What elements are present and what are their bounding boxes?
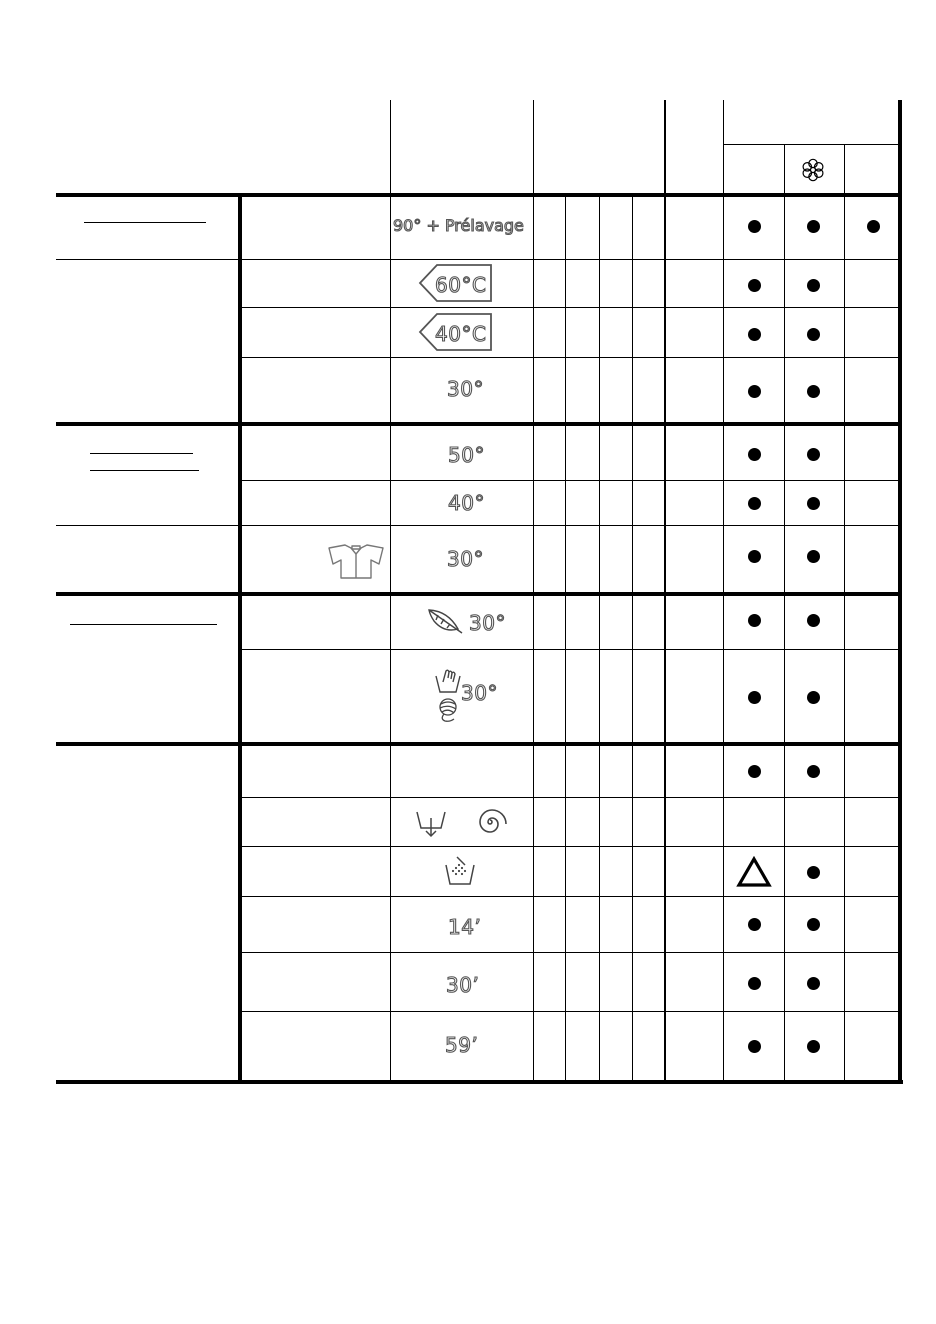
col-line xyxy=(844,144,845,1083)
indicator-dot xyxy=(807,448,820,461)
row-line xyxy=(240,797,900,798)
indicator-dot xyxy=(807,691,820,704)
header-divider xyxy=(56,193,900,197)
wool-ball-icon xyxy=(436,695,462,723)
row-line xyxy=(240,846,900,847)
hand-wash-basin-icon xyxy=(434,668,462,694)
indicator-dot xyxy=(748,691,761,704)
indicator-dot xyxy=(807,220,820,233)
indicator-dot xyxy=(748,328,761,341)
program-label: 14’ xyxy=(448,915,482,939)
indicator-dot xyxy=(748,220,761,233)
row-line xyxy=(56,525,900,526)
indicator-dot xyxy=(748,550,761,563)
indicator-dot xyxy=(807,614,820,627)
triangle-icon xyxy=(736,856,772,888)
group-divider xyxy=(56,742,900,746)
indicator-dot xyxy=(748,497,761,510)
row-line xyxy=(240,952,900,953)
program-label: 50° xyxy=(448,443,485,467)
col-line xyxy=(533,100,534,1083)
rinse-shower-basin-icon xyxy=(443,853,477,887)
indicator-dot xyxy=(748,765,761,778)
col-line xyxy=(723,100,724,1083)
program-label: 60°C xyxy=(435,273,487,297)
program-label: 30° xyxy=(447,547,484,571)
col-line xyxy=(238,195,242,1083)
indicator-dot xyxy=(807,1040,820,1053)
program-label: 40°C xyxy=(435,322,487,346)
indicator-dot xyxy=(867,220,880,233)
program-label: 40° xyxy=(448,491,485,515)
row-line xyxy=(240,1011,900,1012)
table-bottom xyxy=(56,1080,903,1084)
indicator-dot xyxy=(807,977,820,990)
drain-basin-icon xyxy=(415,808,447,838)
spin-spiral-icon xyxy=(473,805,507,839)
col-line xyxy=(390,100,391,1083)
feather-icon xyxy=(426,607,466,635)
flower-icon xyxy=(801,157,825,183)
indicator-dot xyxy=(807,550,820,563)
indicator-dot xyxy=(748,1040,761,1053)
indicator-dot xyxy=(807,866,820,879)
label-underline xyxy=(84,222,206,223)
indicator-dot xyxy=(807,385,820,398)
col-line xyxy=(632,195,633,1083)
indicator-dot xyxy=(748,977,761,990)
indicator-dot xyxy=(748,385,761,398)
indicator-dot xyxy=(748,448,761,461)
group-divider xyxy=(56,422,900,426)
program-label: 59’ xyxy=(445,1033,479,1057)
row-line xyxy=(240,649,900,650)
program-label: 30’ xyxy=(446,973,480,997)
col-line xyxy=(784,144,785,1083)
label-underline xyxy=(90,470,199,471)
header-subline xyxy=(723,144,900,145)
table-right-edge xyxy=(898,100,902,1083)
row-line xyxy=(240,480,900,481)
indicator-dot xyxy=(807,497,820,510)
program-label: 30° xyxy=(469,611,506,635)
indicator-dot xyxy=(807,918,820,931)
row-line xyxy=(56,259,900,260)
col-line xyxy=(565,195,566,1083)
row-line xyxy=(240,307,900,308)
indicator-dot xyxy=(748,614,761,627)
col-line xyxy=(599,195,600,1083)
label-underline xyxy=(70,624,217,625)
group-divider xyxy=(56,592,900,596)
indicator-dot xyxy=(807,279,820,292)
indicator-dot xyxy=(748,279,761,292)
label-underline xyxy=(90,453,193,454)
row-line xyxy=(240,896,900,897)
indicator-dot xyxy=(748,918,761,931)
program-label: 90° + Prélavage xyxy=(393,216,524,235)
row-line xyxy=(240,357,900,358)
shirt-icon xyxy=(325,542,387,580)
indicator-dot xyxy=(807,765,820,778)
col-line xyxy=(664,100,666,1083)
program-label: 30° xyxy=(461,681,498,705)
indicator-dot xyxy=(807,328,820,341)
program-label: 30° xyxy=(447,377,484,401)
